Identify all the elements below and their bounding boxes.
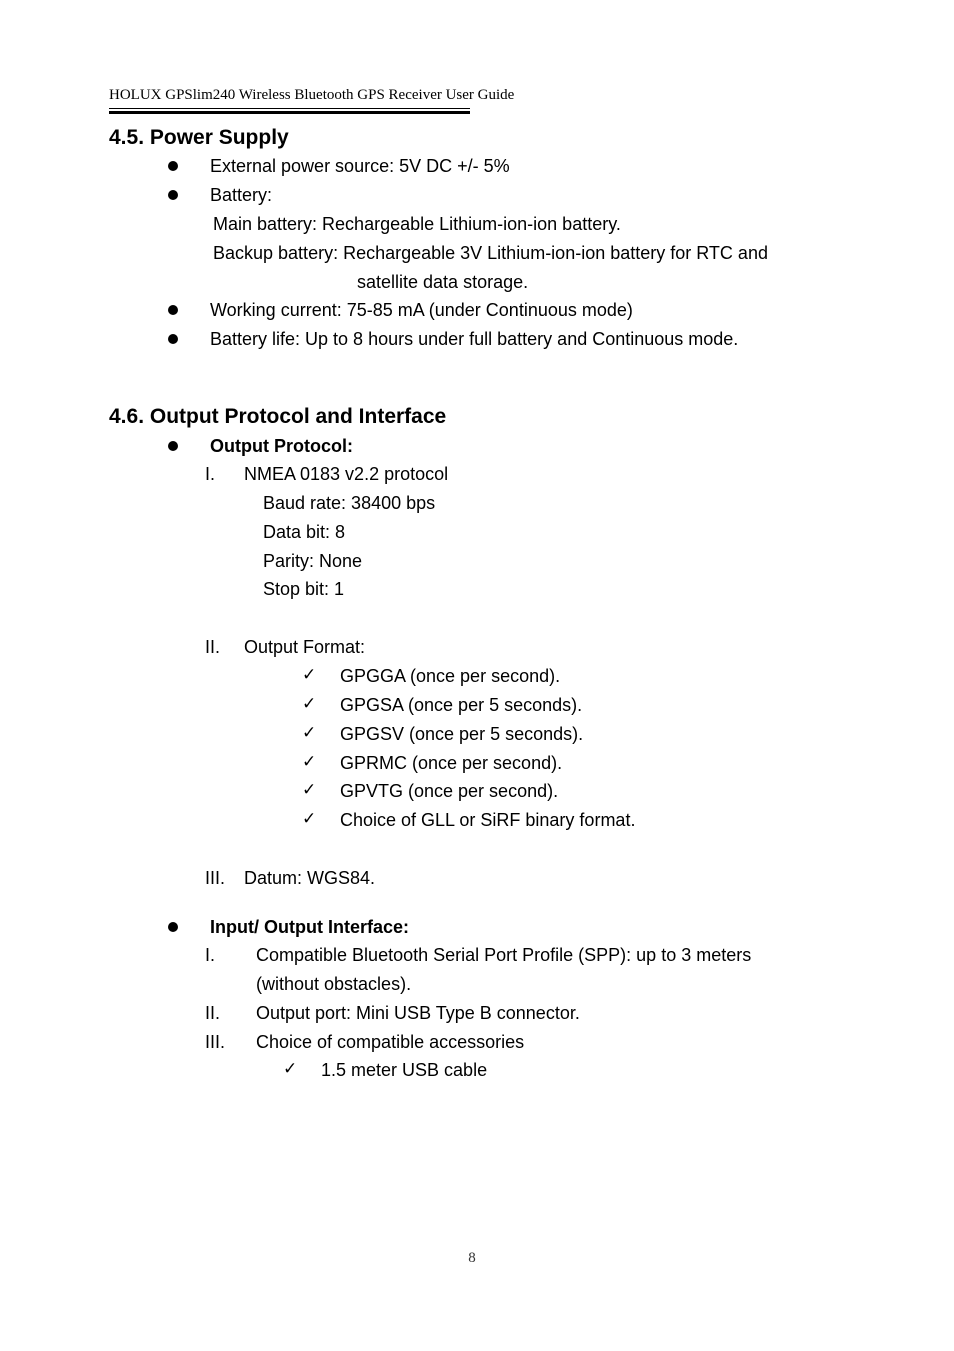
header-rule-thick [109, 111, 470, 114]
working-current-text: Working current: 75-85 mA (under Continuous mode) [210, 300, 633, 320]
format-item-gll-sirf: Choice of GLL or SiRF binary format. [340, 810, 636, 830]
list-number: II. [205, 1003, 221, 1023]
check-mark-icon: ✓ [302, 665, 317, 685]
list-number: I. [205, 945, 216, 965]
stop-bit-text: Stop bit: 1 [263, 579, 345, 599]
bullet-icon [168, 305, 178, 315]
running-header: HOLUX GPSlim240 Wireless Bluetooth GPS Receiver User Guide [109, 87, 515, 103]
data-bit-text: Data bit: 8 [263, 522, 346, 542]
check-mark-icon: ✓ [302, 809, 317, 829]
check-mark-icon: ✓ [283, 1059, 298, 1079]
backup-battery-text-cont: satellite data storage. [357, 272, 529, 292]
format-item-gpgsv: GPGSV (once per 5 seconds). [340, 724, 584, 744]
accessory-usb-cable: 1.5 meter USB cable [321, 1060, 488, 1080]
check-mark-icon: ✓ [302, 780, 317, 800]
check-mark-icon: ✓ [302, 752, 317, 772]
main-battery-text: Main battery: Rechargeable Lithium-ion-ion battery. [213, 214, 621, 234]
bullet-icon [168, 190, 178, 200]
parity-text: Parity: None [263, 551, 363, 571]
battery-label: Battery: [210, 185, 273, 205]
datum-text: Datum: WGS84. [244, 868, 376, 888]
external-power-text: External power source: 5V DC +/- 5% [210, 156, 510, 176]
format-item-gpvtg: GPVTG (once per second). [340, 781, 559, 801]
format-item-gpgsa: GPGSA (once per 5 seconds). [340, 695, 583, 715]
check-mark-icon: ✓ [302, 694, 317, 714]
list-number: II. [205, 637, 221, 657]
list-number: III. [205, 868, 226, 888]
output-format-label: Output Format: [244, 637, 366, 657]
backup-battery-text: Backup battery: Rechargeable 3V Lithium-ion-ion battery for RTC and [213, 243, 768, 263]
nmea-protocol-text: NMEA 0183 v2.2 protocol [244, 464, 449, 484]
page-number: 8 [468, 1250, 476, 1266]
bluetooth-spp-text: Compatible Bluetooth Serial Port Profile (SPP): up to 3 meters [256, 945, 752, 965]
baud-rate-text: Baud rate: 38400 bps [263, 493, 436, 513]
bluetooth-spp-text-cont: (without obstacles). [256, 974, 412, 994]
format-item-gprmc: GPRMC (once per second). [340, 753, 563, 773]
bullet-icon [168, 441, 178, 451]
list-number: III. [205, 1032, 226, 1052]
bullet-icon [168, 922, 178, 932]
bullet-icon [168, 334, 178, 344]
section-heading-output-protocol: 4.6. Output Protocol and Interface [109, 405, 447, 428]
io-interface-label: Input/ Output Interface: [210, 917, 409, 937]
battery-life-text: Battery life: Up to 8 hours under full battery and Continuous mode. [210, 329, 739, 349]
bullet-icon [168, 161, 178, 171]
header-rule-thin [109, 108, 470, 109]
check-mark-icon: ✓ [302, 723, 317, 743]
accessories-text: Choice of compatible accessories [256, 1032, 525, 1052]
format-item-gpgga: GPGGA (once per second). [340, 666, 561, 686]
output-protocol-label: Output Protocol: [210, 436, 353, 456]
list-number: I. [205, 464, 216, 484]
section-heading-power-supply: 4.5. Power Supply [109, 126, 289, 149]
output-port-text: Output port: Mini USB Type B connector. [256, 1003, 580, 1023]
